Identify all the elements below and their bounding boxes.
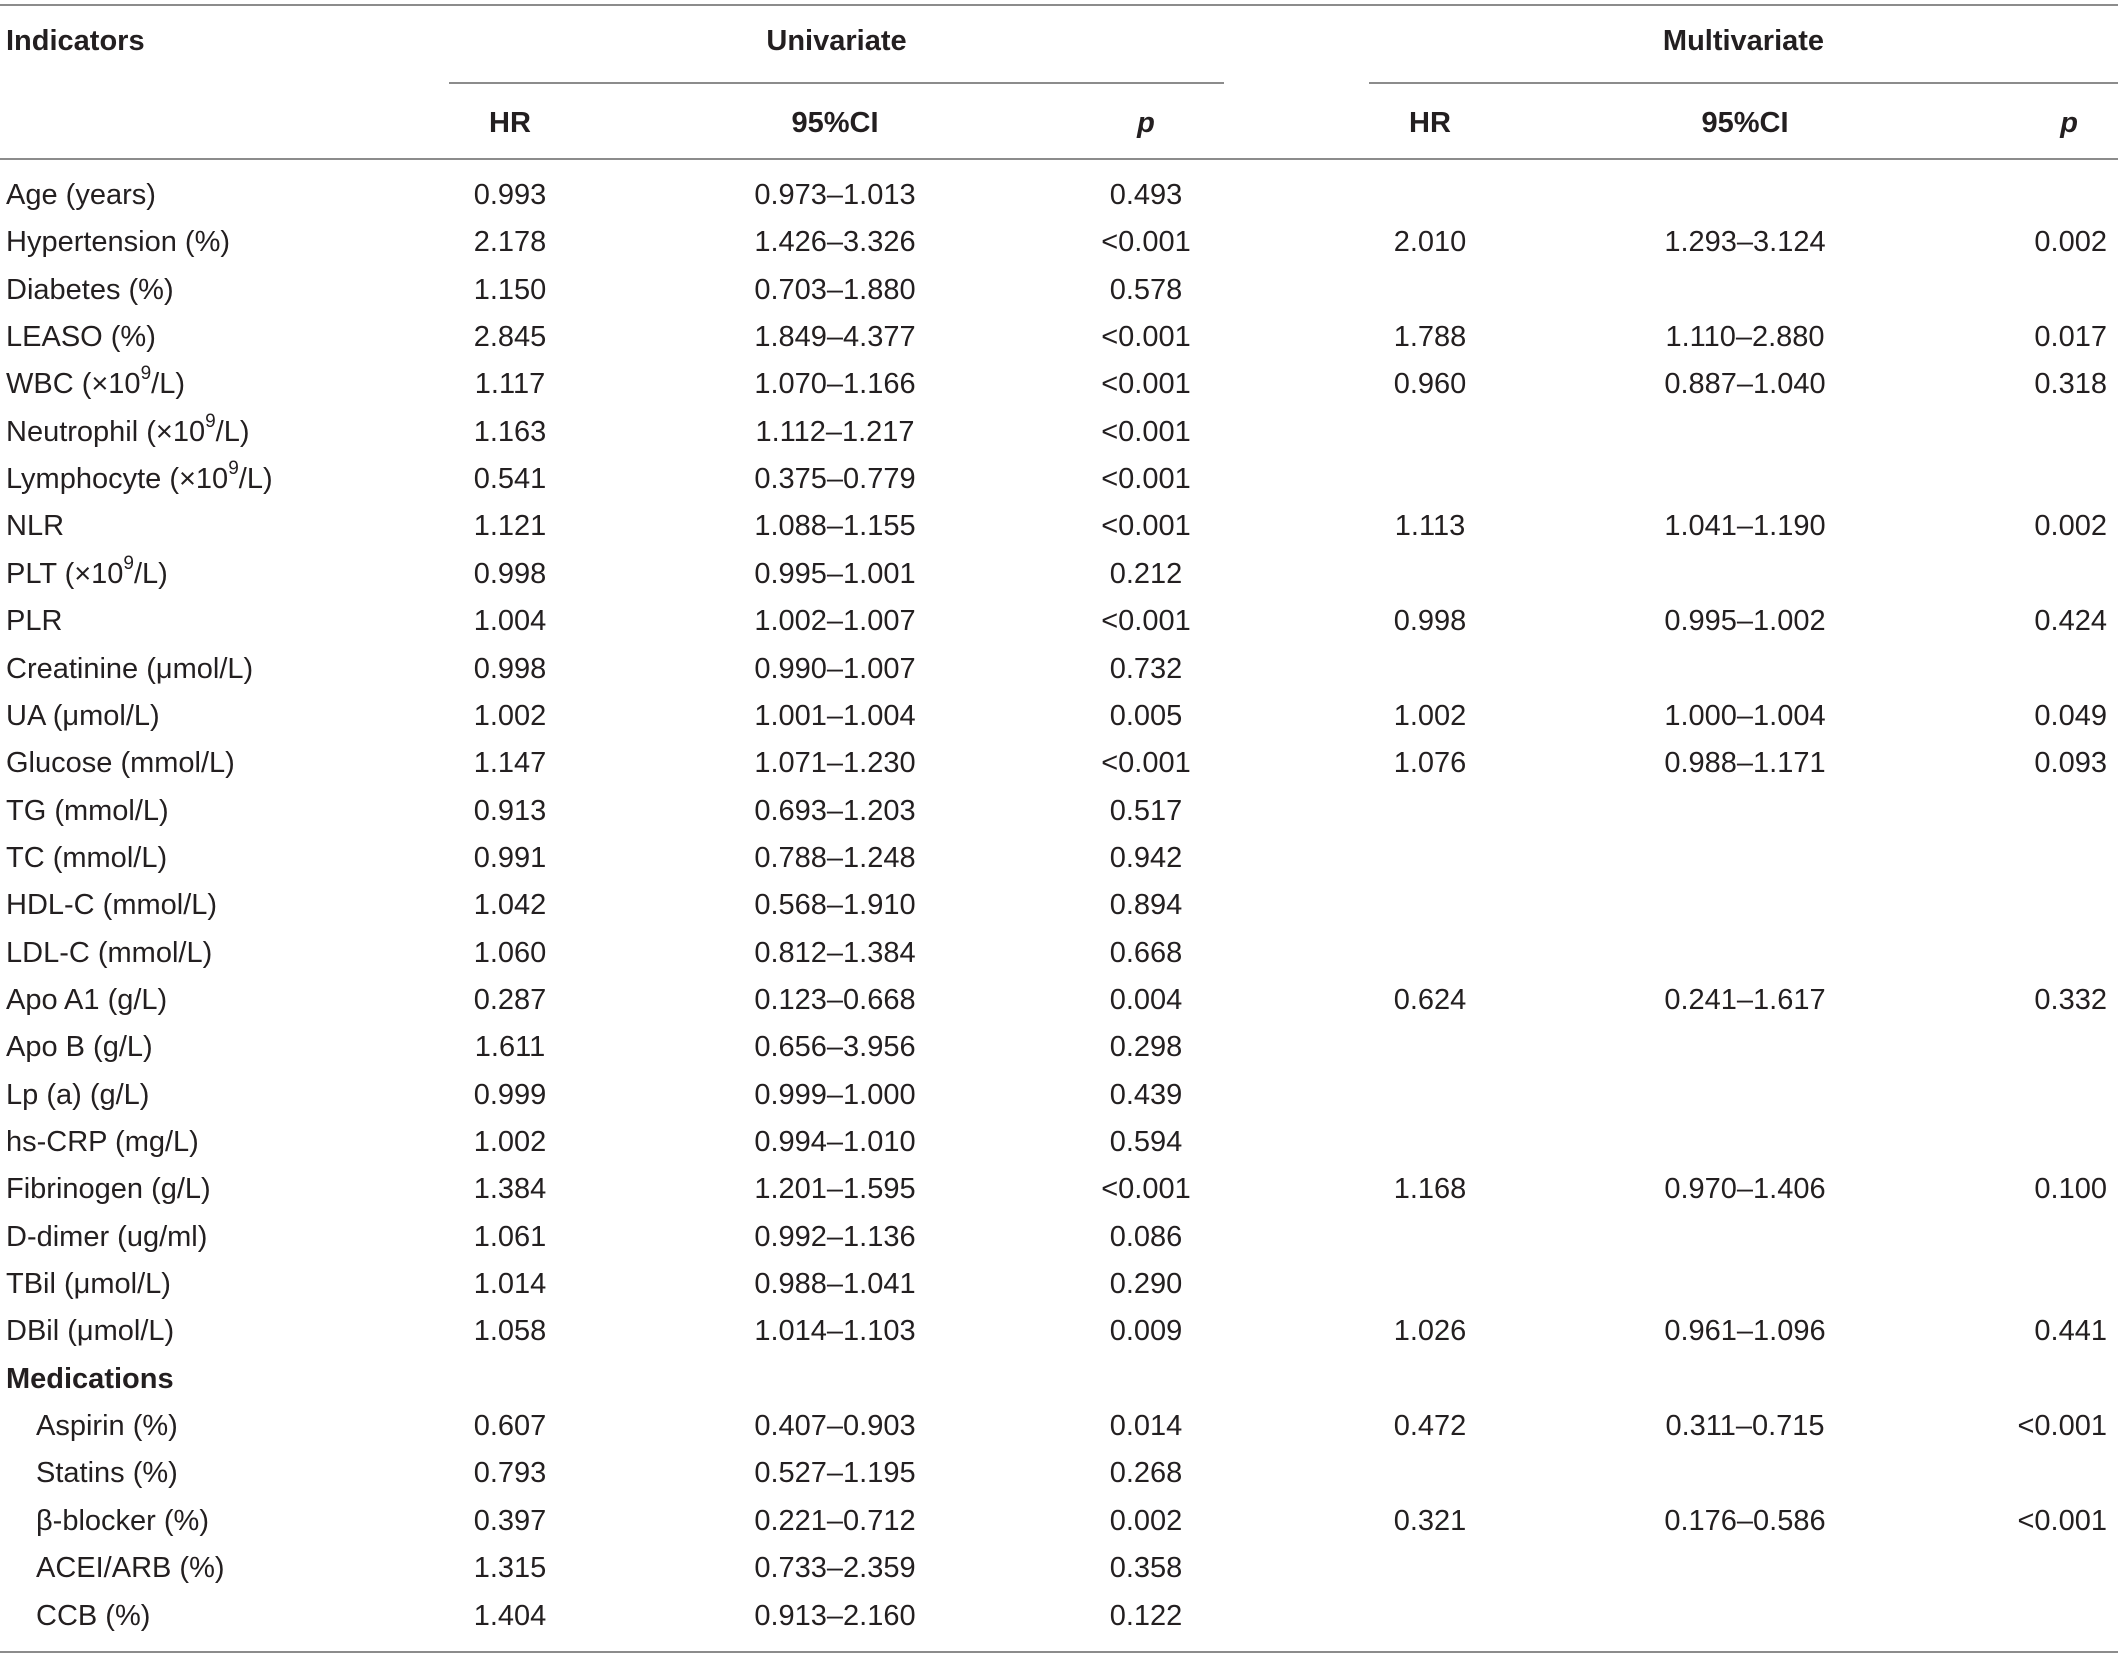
multi-hr-cell: 2.010 bbox=[1393, 226, 1467, 258]
multi-hr-cell: 1.788 bbox=[1393, 321, 1467, 353]
multi-ci-cell: 1.041–1.190 bbox=[1664, 510, 1826, 542]
header-uni-hr: HR bbox=[489, 107, 531, 139]
uni-hr-cell: 1.002 bbox=[473, 700, 547, 732]
uni-ci-cell: 0.703–1.880 bbox=[754, 274, 916, 306]
univariate-group-rule bbox=[449, 82, 1224, 84]
multi-ci-cell: 0.241–1.617 bbox=[1664, 984, 1826, 1016]
multi-p-cell: 0.332 bbox=[2034, 984, 2107, 1016]
uni-ci-cell: 0.221–0.712 bbox=[754, 1505, 916, 1537]
multi-hr-cell: 0.321 bbox=[1393, 1505, 1467, 1537]
row-label: TC (mmol/L) bbox=[6, 842, 168, 874]
section-heading: Medications bbox=[6, 1363, 174, 1395]
row-label: β-blocker (%) bbox=[36, 1505, 209, 1537]
row-label: Lymphocyte $(\times 10^9/L)$ bbox=[6, 458, 273, 495]
row-label: Apo A1 (g/L) bbox=[6, 984, 168, 1016]
header-uni-ci: 95%CI bbox=[791, 107, 879, 139]
uni-p-cell: 0.578 bbox=[1109, 274, 1183, 306]
row-label: TG (mmol/L) bbox=[6, 795, 169, 827]
uni-p-cell: 0.439 bbox=[1109, 1079, 1183, 1111]
uni-hr-cell: 1.042 bbox=[473, 889, 547, 921]
multi-ci-cell: 1.110–2.880 bbox=[1665, 321, 1825, 353]
uni-ci-cell: 1.426–3.326 bbox=[754, 226, 916, 258]
row-label: CCB (%) bbox=[36, 1600, 151, 1632]
uni-ci-cell: 0.988–1.041 bbox=[754, 1268, 916, 1300]
uni-hr-cell: 0.998 bbox=[473, 653, 547, 685]
multi-p-cell: 0.093 bbox=[2034, 747, 2107, 779]
uni-hr-cell: 1.121 bbox=[473, 510, 547, 542]
multi-p-cell: 0.100 bbox=[2034, 1173, 2107, 1205]
uni-hr-cell: 1.058 bbox=[473, 1315, 547, 1347]
row-label: UA (μmol/L) bbox=[6, 700, 160, 732]
multi-ci-cell: 0.887–1.040 bbox=[1664, 368, 1826, 400]
multi-p-cell: 0.002 bbox=[2034, 510, 2107, 542]
row-label: D-dimer (ug/ml) bbox=[6, 1221, 208, 1253]
row-label: Hypertension (%) bbox=[6, 226, 231, 258]
uni-hr-cell: 1.611 bbox=[474, 1031, 546, 1063]
uni-p-cell: 0.005 bbox=[1109, 700, 1183, 732]
uni-p-cell: 0.942 bbox=[1109, 842, 1183, 874]
row-label: ACEI/ARB (%) bbox=[36, 1552, 225, 1584]
row-label: LDL-C (mmol/L) bbox=[6, 937, 213, 969]
row-label: DBil (μmol/L) bbox=[6, 1315, 175, 1347]
multivariate-group-rule bbox=[1369, 82, 2118, 84]
uni-p-cell: 0.894 bbox=[1109, 889, 1183, 921]
uni-hr-cell: 0.913 bbox=[473, 795, 547, 827]
uni-ci-cell: 1.201–1.595 bbox=[754, 1173, 916, 1205]
uni-p-cell: 0.122 bbox=[1109, 1600, 1183, 1632]
uni-ci-cell: 1.088–1.155 bbox=[754, 510, 916, 542]
uni-hr-cell: 1.163 bbox=[473, 416, 547, 448]
uni-hr-cell: 1.315 bbox=[473, 1552, 547, 1584]
header-multi-p: p bbox=[2060, 107, 2078, 139]
uni-p-cell: <0.001 bbox=[1101, 747, 1191, 779]
bottom-rule bbox=[0, 1651, 2118, 1653]
uni-p-cell: <0.001 bbox=[1101, 463, 1191, 495]
uni-p-cell: <0.001 bbox=[1101, 605, 1191, 637]
row-label: Diabetes (%) bbox=[6, 274, 174, 306]
multi-p-cell: <0.001 bbox=[2017, 1505, 2107, 1537]
uni-p-cell: 0.086 bbox=[1109, 1221, 1183, 1253]
uni-ci-cell: 1.070–1.166 bbox=[754, 368, 916, 400]
uni-hr-cell: 1.404 bbox=[473, 1600, 547, 1632]
multi-ci-cell: 0.988–1.171 bbox=[1664, 747, 1826, 779]
row-label: Creatinine (μmol/L) bbox=[6, 653, 254, 685]
row-label: Neutrophil $(\times 10^9/L)$ bbox=[6, 411, 250, 448]
uni-ci-cell: 0.375–0.779 bbox=[754, 463, 916, 495]
row-label: hs-CRP (mg/L) bbox=[6, 1126, 199, 1158]
row-label: PLT $(\times 10^9/L)$ bbox=[6, 553, 168, 590]
multi-p-cell: 0.002 bbox=[2034, 226, 2107, 258]
multi-hr-cell: 0.998 bbox=[1393, 605, 1467, 637]
header-multi-hr: HR bbox=[1409, 107, 1451, 139]
row-label: Age (years) bbox=[6, 179, 156, 211]
uni-ci-cell: 0.999–1.000 bbox=[754, 1079, 916, 1111]
uni-hr-cell: 1.150 bbox=[473, 274, 547, 306]
uni-p-cell: 0.493 bbox=[1109, 179, 1183, 211]
uni-hr-cell: 1.014 bbox=[473, 1268, 547, 1300]
top-rule bbox=[0, 4, 2118, 6]
multi-hr-cell: 0.472 bbox=[1393, 1410, 1467, 1442]
uni-ci-cell: 0.992–1.136 bbox=[754, 1221, 916, 1253]
uni-ci-cell: 0.733–2.359 bbox=[754, 1552, 916, 1584]
uni-p-cell: 0.732 bbox=[1109, 653, 1183, 685]
uni-p-cell: <0.001 bbox=[1101, 368, 1191, 400]
multi-ci-cell: 0.970–1.406 bbox=[1664, 1173, 1826, 1205]
uni-p-cell: 0.668 bbox=[1109, 937, 1183, 969]
uni-p-cell: 0.009 bbox=[1109, 1315, 1183, 1347]
uni-hr-cell: 0.287 bbox=[473, 984, 547, 1016]
row-label: PLR bbox=[6, 605, 63, 637]
uni-p-cell: 0.002 bbox=[1109, 1505, 1183, 1537]
multi-ci-cell: 0.995–1.002 bbox=[1664, 605, 1826, 637]
uni-hr-cell: 1.002 bbox=[473, 1126, 547, 1158]
row-label: Lp (a) (g/L) bbox=[6, 1079, 150, 1111]
row-label: Fibrinogen (g/L) bbox=[6, 1173, 211, 1205]
uni-ci-cell: 1.071–1.230 bbox=[754, 747, 916, 779]
multi-p-cell: <0.001 bbox=[2017, 1410, 2107, 1442]
uni-p-cell: 0.004 bbox=[1109, 984, 1183, 1016]
uni-hr-cell: 0.607 bbox=[473, 1410, 547, 1442]
uni-ci-cell: 1.112–1.217 bbox=[755, 416, 915, 448]
uni-ci-cell: 0.788–1.248 bbox=[754, 842, 916, 874]
header-univariate: Univariate bbox=[766, 25, 907, 57]
uni-p-cell: 0.358 bbox=[1109, 1552, 1183, 1584]
uni-ci-cell: 0.656–3.956 bbox=[754, 1031, 916, 1063]
uni-p-cell: 0.014 bbox=[1109, 1410, 1183, 1442]
uni-hr-cell: 1.384 bbox=[473, 1173, 547, 1205]
uni-hr-cell: 1.060 bbox=[473, 937, 547, 969]
header-uni-p: p bbox=[1137, 107, 1155, 139]
uni-p-cell: <0.001 bbox=[1101, 1173, 1191, 1205]
header-bottom-rule bbox=[0, 158, 2118, 160]
multi-hr-cell: 1.002 bbox=[1393, 700, 1467, 732]
uni-p-cell: <0.001 bbox=[1101, 226, 1191, 258]
uni-ci-cell: 0.812–1.384 bbox=[754, 937, 916, 969]
multi-p-cell: 0.318 bbox=[2034, 368, 2107, 400]
uni-hr-cell: 1.117 bbox=[474, 368, 546, 400]
uni-hr-cell: 0.793 bbox=[473, 1457, 547, 1489]
row-label: Glucose (mmol/L) bbox=[6, 747, 235, 779]
row-label: Statins (%) bbox=[36, 1457, 178, 1489]
uni-p-cell: 0.517 bbox=[1109, 795, 1183, 827]
uni-ci-cell: 0.568–1.910 bbox=[754, 889, 916, 921]
uni-hr-cell: 1.004 bbox=[473, 605, 547, 637]
multi-p-cell: 0.424 bbox=[2034, 605, 2107, 637]
uni-hr-cell: 0.993 bbox=[473, 179, 547, 211]
uni-ci-cell: 0.995–1.001 bbox=[754, 558, 916, 590]
uni-p-cell: 0.594 bbox=[1109, 1126, 1183, 1158]
uni-p-cell: 0.298 bbox=[1109, 1031, 1183, 1063]
multi-hr-cell: 1.168 bbox=[1393, 1173, 1467, 1205]
multi-ci-cell: 0.176–0.586 bbox=[1664, 1505, 1826, 1537]
multi-ci-cell: 1.293–3.124 bbox=[1664, 226, 1826, 258]
uni-hr-cell: 0.991 bbox=[473, 842, 547, 874]
uni-hr-cell: 2.178 bbox=[473, 226, 547, 258]
uni-hr-cell: 2.845 bbox=[473, 321, 547, 353]
row-label: Aspirin (%) bbox=[36, 1410, 178, 1442]
multi-hr-cell: 0.624 bbox=[1393, 984, 1467, 1016]
uni-hr-cell: 1.061 bbox=[473, 1221, 547, 1253]
uni-hr-cell: 0.998 bbox=[473, 558, 547, 590]
multi-p-cell: 0.017 bbox=[2034, 321, 2107, 353]
uni-p-cell: 0.212 bbox=[1109, 558, 1183, 590]
uni-p-cell: 0.268 bbox=[1109, 1457, 1183, 1489]
uni-ci-cell: 0.123–0.668 bbox=[754, 984, 916, 1016]
row-label: LEASO (%) bbox=[6, 321, 156, 353]
uni-ci-cell: 0.994–1.010 bbox=[754, 1126, 916, 1158]
uni-ci-cell: 0.973–1.013 bbox=[754, 179, 916, 211]
uni-hr-cell: 0.541 bbox=[473, 463, 547, 495]
uni-hr-cell: 1.147 bbox=[473, 747, 547, 779]
uni-p-cell: <0.001 bbox=[1101, 510, 1191, 542]
multi-ci-cell: 0.311–0.715 bbox=[1665, 1410, 1825, 1442]
uni-ci-cell: 0.693–1.203 bbox=[754, 795, 916, 827]
uni-p-cell: 0.290 bbox=[1109, 1268, 1183, 1300]
row-label: HDL-C (mmol/L) bbox=[6, 889, 218, 921]
uni-ci-cell: 1.849–4.377 bbox=[754, 321, 916, 353]
uni-hr-cell: 0.397 bbox=[473, 1505, 547, 1537]
row-label: NLR bbox=[6, 510, 65, 542]
multi-hr-cell: 1.026 bbox=[1393, 1315, 1467, 1347]
uni-hr-cell: 0.999 bbox=[473, 1079, 547, 1111]
row-label: Apo B (g/L) bbox=[6, 1031, 153, 1063]
multi-p-cell: 0.441 bbox=[2034, 1315, 2107, 1347]
uni-ci-cell: 0.527–1.195 bbox=[754, 1457, 916, 1489]
multi-ci-cell: 0.961–1.096 bbox=[1664, 1315, 1826, 1347]
uni-p-cell: <0.001 bbox=[1101, 416, 1191, 448]
uni-ci-cell: 0.913–2.160 bbox=[754, 1600, 916, 1632]
multi-hr-cell: 1.113 bbox=[1394, 510, 1466, 542]
header-multivariate: Multivariate bbox=[1662, 25, 1825, 57]
uni-ci-cell: 1.014–1.103 bbox=[754, 1315, 916, 1347]
uni-ci-cell: 1.002–1.007 bbox=[754, 605, 916, 637]
multi-hr-cell: 1.076 bbox=[1393, 747, 1467, 779]
header-indicators: Indicators bbox=[6, 25, 145, 57]
multi-ci-cell: 1.000–1.004 bbox=[1664, 700, 1826, 732]
uni-ci-cell: 0.407–0.903 bbox=[754, 1410, 916, 1442]
header-multi-ci: 95%CI bbox=[1701, 107, 1789, 139]
multi-p-cell: 0.049 bbox=[2034, 700, 2107, 732]
uni-ci-cell: 0.990–1.007 bbox=[754, 653, 916, 685]
multi-hr-cell: 0.960 bbox=[1393, 368, 1467, 400]
row-label: WBC $(\times 10^9/L)$ bbox=[6, 363, 185, 400]
row-label: TBil (μmol/L) bbox=[6, 1268, 171, 1300]
uni-p-cell: <0.001 bbox=[1101, 321, 1191, 353]
uni-ci-cell: 1.001–1.004 bbox=[754, 700, 916, 732]
